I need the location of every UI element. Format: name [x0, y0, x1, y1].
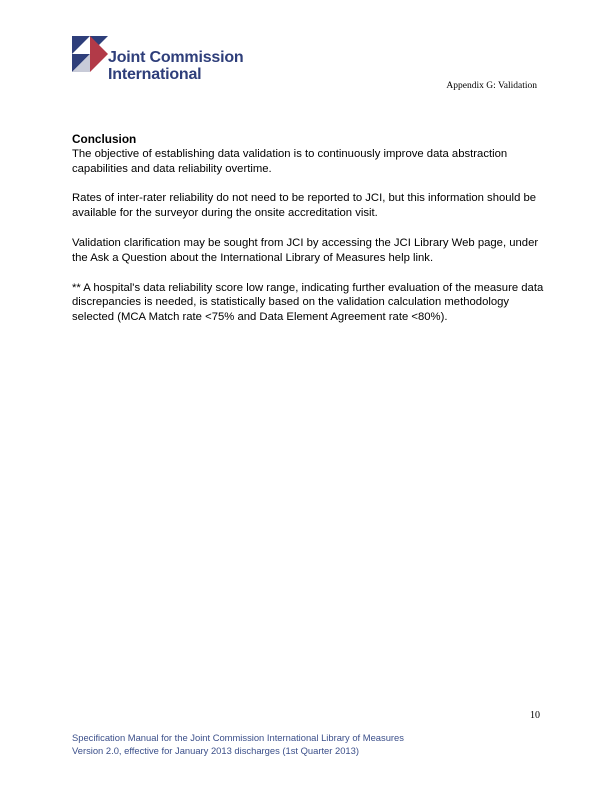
- logo-line-2: International: [108, 66, 202, 83]
- paragraph: Rates of inter-rater reliability do not need to be reported to JCI, but this information should be available for the surveyor during the onsite accreditation visit.: [72, 192, 537, 220]
- paragraph: The objective of establishing data validation is to continuously improve data abstraction capabilities and data reliability overtime.: [72, 147, 508, 175]
- jci-logo-mark-icon: [72, 36, 108, 72]
- footer-line-2: Version 2.0, effective for January 2013 discharges (1st Quarter 2013): [72, 745, 359, 756]
- paragraph: Validation clarification may be sought from JCI by accessing the JCI Library Web page, under the Ask a Question about the International Library of Measures help link.: [72, 236, 539, 264]
- logo-wordmark: [108, 49, 243, 83]
- jci-logo: [72, 36, 247, 86]
- footer-line-1: Specification Manual for the Joint Commission International Library of Measures: [72, 732, 404, 743]
- running-header: Appendix G: Validation: [446, 81, 537, 91]
- footer: [72, 731, 404, 757]
- logo-line-1: Joint Commission: [108, 49, 244, 66]
- page-number: 10: [530, 710, 540, 721]
- section-heading: Conclusion: [72, 132, 137, 146]
- paragraph: ** A hospital's data reliability score low range, indicating further evaluation of the measure data discrepancies is needed, is statistically based on the validation calculation methodology selected (MCA Match rate <75% and Data Element Agreement rate <80%).: [72, 281, 544, 324]
- main-content: [72, 132, 547, 340]
